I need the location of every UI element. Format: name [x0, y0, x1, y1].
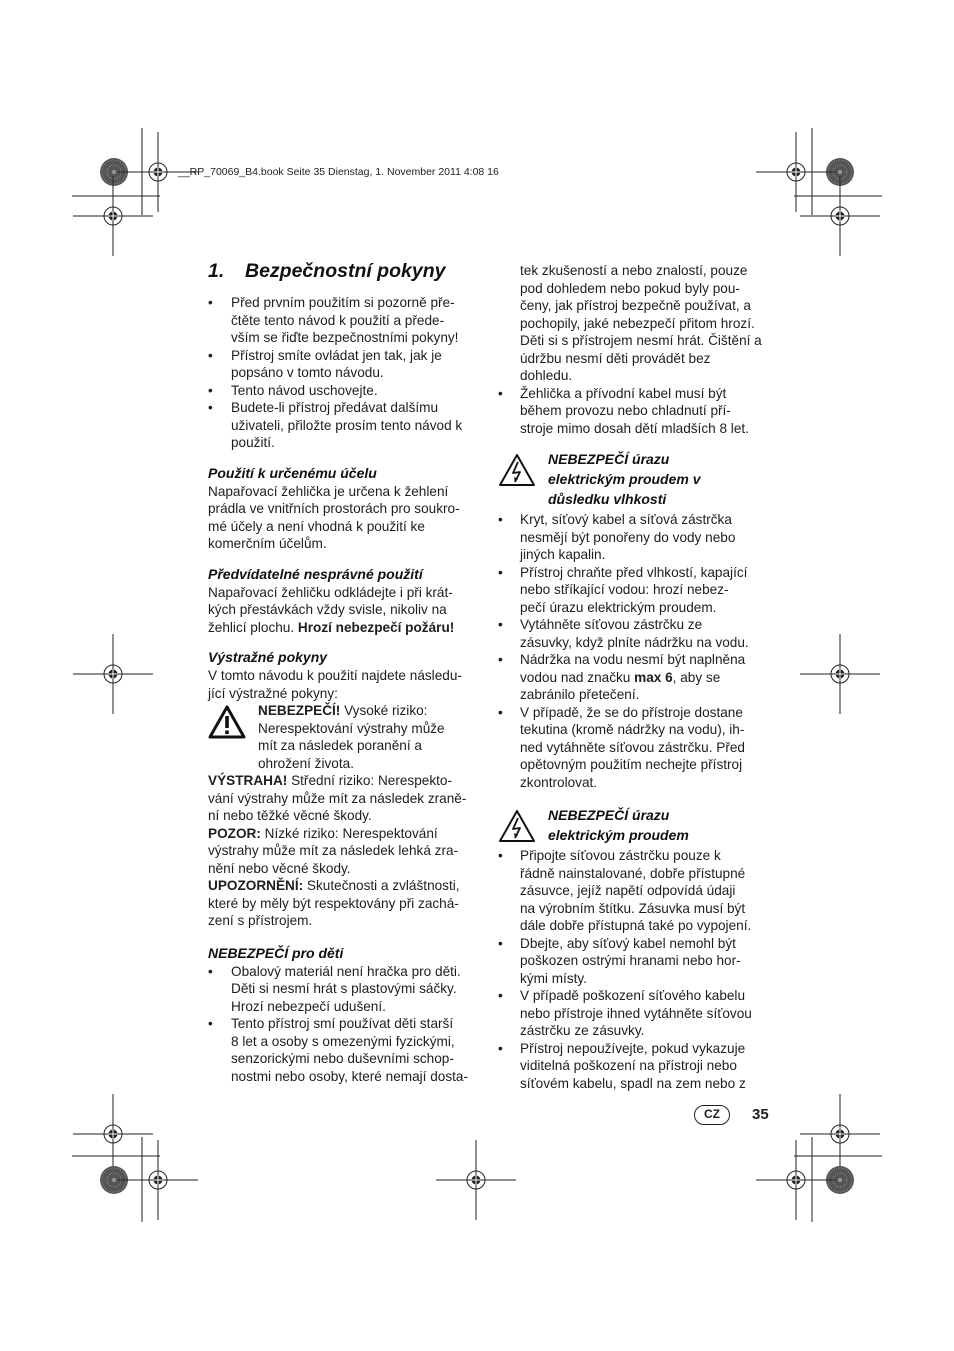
section-number: 1.: [208, 260, 225, 282]
danger-text: [208, 702, 478, 772]
caution-label: POZOR:: [208, 825, 261, 841]
children-continuation: tek zkušeností a nebo znalostí, pouze pod dohledem nebo pokud byly pou- čeny, jak přístroj bezpečně používat, a pochopily, jaké nebezpečí přitom hrozí. Děti si s přístrojem nesmí hrát. Čištění a údržbu nesmí děti provádět bez dohledu.: [520, 263, 762, 383]
list-item: • Tento návod uschovejte.: [208, 382, 478, 400]
caution-description: Nízké riziko: Nerespektování výstrahy může mít za následek lehká zra- nění nebo věcné škody.: [208, 825, 459, 876]
electric-heading-text: NEBEZPEČÍ úrazu elektrickým proudem: [548, 807, 689, 843]
notice-definition: [208, 877, 478, 930]
iron-bullet-list: [498, 385, 770, 438]
list-item: • V případě poškození síťového kabelu nebo přístroje ihned vytáhněte síťovou zástrčku ze zásuvky.: [498, 987, 770, 1040]
section-title-text: Bezpečnostní pokyny: [245, 260, 446, 282]
danger-label: NEBEZPEČÍ!: [258, 703, 341, 718]
page-number: 35: [752, 1106, 769, 1123]
list-item: • Vytáhněte síťovou zástrčku ze zásuvky, když plníte nádržku na vodu.: [498, 616, 770, 651]
warning-label: VÝSTRAHA!: [208, 773, 288, 788]
language-badge: CZ: [694, 1105, 730, 1125]
intended-use-text: Napařovací žehlička je určena k žehlení prádla ve vnitřních prostorách pro soukro- mé účely a není vhodná k použití ke komerčním účelům.: [208, 483, 460, 551]
list-item: • Přístroj nepoužívejte, pokud vykazuje viditelná poškození na přístroji nebo síťovém kabelu, spadl na zem nebo z: [498, 1040, 770, 1093]
fire-hazard-emphasis: Hrozí nebezpečí požáru!: [297, 619, 455, 635]
warnings-intro: V tomto návodu k použití najdete následu- jící výstražné pokyny:: [208, 668, 462, 701]
right-column: [498, 262, 770, 1092]
tank-text-start: Nádržka na vodu nesmí být naplněna vodou nad značku: [520, 652, 746, 685]
intended-use-heading: Použití k určenému účelu: [208, 464, 377, 481]
danger-definition: [208, 702, 478, 772]
warning-definition: [208, 772, 478, 825]
moisture-warning-heading: [498, 449, 770, 509]
list-item: • Přístroj chraňte před vlhkostí, kapající nebo stříkající vodou: hrozí nebez- pečí úrazu elektrickým proudem.: [498, 564, 770, 617]
moisture-heading-text: NEBEZPEČÍ úrazu elektrickým proudem v důsledku vlhkosti: [548, 451, 701, 507]
tank-text-end: , aby se zabránilo přetečení.: [520, 669, 721, 702]
warning-triangle-lightning-icon: [498, 453, 536, 487]
list-item: • Tento přístroj smí používat děti starší 8 let a osoby s omezenými fyzickými, senzorickými nebo duševními schop- nostmi nebo osoby, které nemají dosta-: [208, 1015, 478, 1085]
electric-bullet-list: [498, 847, 770, 1092]
list-item: • Dbejte, aby síťový kabel nemohl být poškozen ostrými hranami nebo hor- kými místy.: [498, 935, 770, 988]
intro-bullet-list: [208, 294, 478, 452]
tank-max-mark: max 6: [634, 669, 673, 685]
electric-warning-heading: [498, 805, 770, 845]
notice-label: UPOZORNĚNÍ:: [208, 878, 304, 893]
moisture-bullet-list: [498, 511, 770, 791]
caution-definition: [208, 825, 478, 878]
children-heading: NEBEZPEČÍ pro děti: [208, 944, 344, 961]
list-item: • Před prvním použitím si pozorně pře- čtěte tento návod k použití a přede- vším se řiďte bezpečnostními pokyny!: [208, 294, 478, 347]
left-column: [208, 258, 478, 1085]
list-item: • Obalový materiál není hračka pro děti. Děti si nesmí hrát s plastovými sáčky. Hrozí nebezpečí udušení.: [208, 963, 478, 1016]
warning-description: Střední riziko: Nerespekto- vání výstrahy může mít za následek zraně- ní nebo těžké věcné škody.: [208, 773, 467, 823]
list-item: • Přístroj smíte ovládat jen tak, jak je popsáno v tomto návodu.: [208, 347, 478, 382]
warning-triangle-lightning-icon: [498, 809, 536, 843]
list-item: • Žehlička a přívodní kabel musí být během provozu nebo chladnutí pří- stroje mimo dosah dětí mladších 8 let.: [498, 385, 770, 438]
warning-triangle-exclamation-icon: [208, 705, 246, 739]
children-bullet-list: [208, 963, 478, 1086]
list-item: • V případě, že se do přístroje dostane tekutina (kromě nádržky na vodu), ih- ned vytáhněte síťovou zástrčku. Před opětovným použitím nechejte přístroj zkontrolovat.: [498, 704, 770, 792]
misuse-text: Napařovací žehličku odkládejte i při krát- kých přestávkách vždy svisle, nikoliv na žehlicí plochu.: [208, 584, 453, 635]
warnings-heading: Výstražné pokyny: [208, 649, 328, 665]
list-item: • Budete-li přístroj předávat dalšímu uživateli, přiložte prosím tento návod k použití.: [208, 399, 478, 452]
misuse-paragraph: [208, 584, 478, 637]
notice-description: Skutečnosti a zvláštnosti, které by měly být respektovány při zachá- zení s přístrojem.: [208, 878, 460, 928]
list-item: • Kryt, síťový kabel a síťová zástrčka nesmějí být ponořeny do vody nebo jiných kapalin.: [498, 511, 770, 564]
misuse-heading: Předvídatelné nesprávné použití: [208, 565, 423, 582]
list-item: [498, 651, 770, 704]
list-item: • Připojte síťovou zástrčku pouze k řádně nainstalované, dobře přístupné zásuvce, jejíž napětí odpovídá údaji na výrobním štítku. Zásuvka musí být dále dobře přístupná také po vypojení.: [498, 847, 770, 935]
section-title: [208, 258, 478, 284]
danger-description: Vysoké riziko: Nerespektování výstrahy může mít za následek poranění a ohrožení života.: [258, 703, 445, 771]
print-header-info: __RP_70069_B4.book Seite 35 Dienstag, 1. November 2011 4:08 16: [178, 166, 499, 178]
